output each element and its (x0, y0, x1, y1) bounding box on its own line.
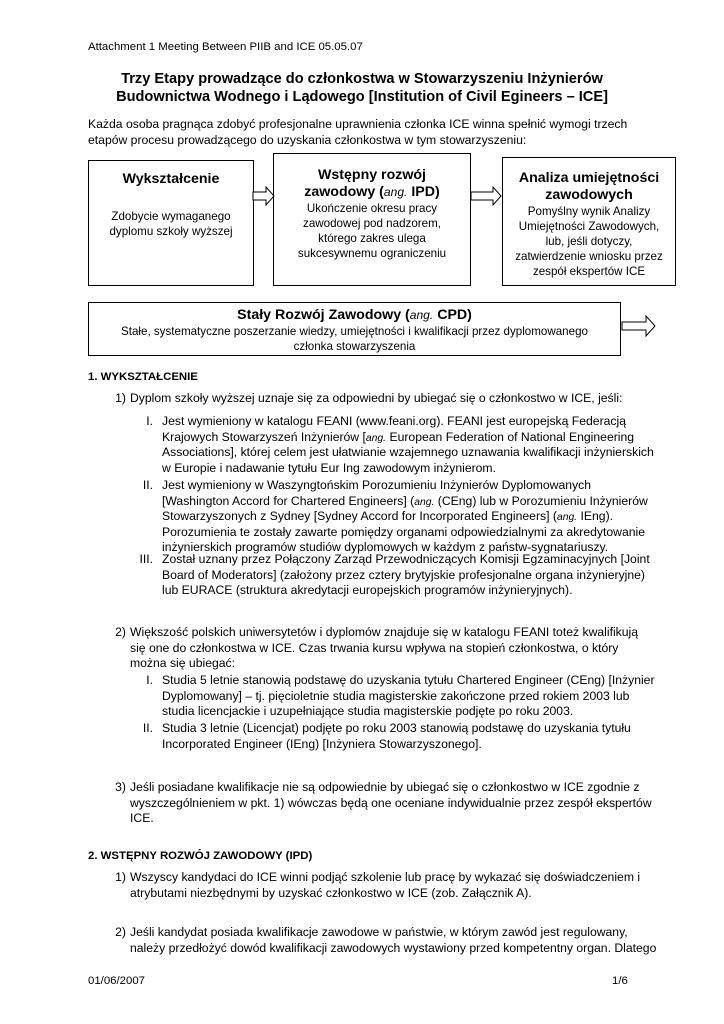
text-line (162, 689, 655, 705)
list-number: 1) (115, 391, 126, 405)
text-line (274, 201, 470, 216)
diagram-box-skills-review (502, 157, 676, 286)
section-heading: 1. WYKSZTAŁCENIE (88, 371, 198, 383)
text-segment: się one do członkostwa w ICE. Czas trwania kursu wpływa na stopień członkostwa, o który (130, 640, 619, 655)
text-line (503, 170, 675, 187)
text-segment: zawodowy ( (304, 184, 384, 200)
list-number: II. (142, 478, 153, 492)
box-heading (274, 167, 470, 201)
text-segment: członka stowarzyszenia (293, 340, 416, 353)
list-item-text (130, 870, 640, 901)
text-line (162, 461, 654, 477)
list-item-text (162, 414, 654, 476)
list-item-text (162, 552, 650, 599)
text-segment: Jeśli posiadane kwalifikacje nie są odpowiednie by ubiegać się o członkostwo w ICE zgodnie z (130, 780, 640, 794)
text-segment: ICE. (130, 811, 154, 826)
text-segment: atrybutami niezbędnymi by uzyskać członkostwo w ICE (zob. Załącznik A). (130, 885, 532, 900)
text-segment: Wszyscy kandydaci do ICE winni podjąć szkolenie lub pracę by wykazać się doświadczeniem i (130, 870, 641, 884)
text-line (88, 117, 627, 133)
text-line (503, 219, 675, 234)
text-line (130, 641, 638, 657)
text-line (89, 307, 620, 324)
text-line (162, 525, 648, 541)
text-segment: Porozumienia te zostały zawarte pomiędzy organami odpowiedzialnymi za akredytowanie (162, 524, 646, 539)
document-title (0, 70, 724, 106)
text-segment: zatwierdzenie wniosku przez (515, 250, 663, 263)
text-line (89, 171, 253, 188)
text-segment: Trzy Etapy prowadzące do członkostwa w Stowarzyszeniu Inżynierów (121, 71, 603, 87)
text-line (130, 391, 622, 407)
text-segment: inżynierskich programów studiów dyplomowych w każdym z państw-sygnatariuszy. (162, 540, 609, 555)
page-header: Attachment 1 Meeting Between PIIB and ICE 05.05.07 (88, 41, 363, 53)
text-segment: Wstępny rozwój (318, 167, 426, 183)
text-segment: lub, jeśli dotyczy, (545, 235, 633, 248)
text-line (130, 941, 656, 957)
text-segment: Stałe, systematyczne poszerzanie wiedzy, umiejętności i kwalifikacji przez dyplomowanego (121, 325, 588, 338)
text-segment: należy przedłożyć dowód kwalifikacji zawodowych wystawiony przed kompetentny organ. Dlatego (130, 940, 657, 955)
diagram-box-ipd (273, 153, 471, 286)
text-line (162, 737, 631, 753)
list-number: II. (142, 721, 153, 735)
diagram-box-education (88, 160, 254, 286)
italic-text: ang. (556, 512, 578, 524)
list-item-text (162, 721, 631, 752)
text-line (130, 811, 652, 827)
list-number: I. (146, 673, 153, 687)
text-line (503, 234, 675, 249)
text-line (503, 249, 675, 264)
text-line (89, 339, 620, 354)
intro-paragraph (88, 117, 627, 148)
text-segment: CPD) (433, 307, 472, 323)
list-number: 2) (115, 925, 126, 939)
text-segment: sukcesywnemu ograniczeniu (297, 247, 447, 260)
text-line (503, 264, 675, 279)
text-line (130, 925, 656, 941)
text-segment: lub EURACE (struktura akredytacji europejskich programów inżynieryjnych). (162, 583, 573, 598)
text-segment: Dyplom szkoły wyższej uznaje się za odpowiedni by ubiegać się o członkostwo w ICE, jeśli: (130, 391, 623, 405)
text-line (130, 780, 652, 796)
box-text (89, 209, 253, 239)
text-line (162, 478, 648, 494)
box-text (89, 324, 620, 354)
box-text (503, 204, 675, 279)
text-line (162, 552, 650, 568)
text-segment: Większość polskich uniwersytetów i dyplomów znajduje się w katalogu FEANI toteż kwalifikują (130, 625, 639, 639)
text-line (89, 224, 253, 239)
box-heading (503, 170, 675, 204)
text-segment: Studia 3 letnie (Licencjat) podjęte po roku 2003 stanowią podstawę do uzyskania tytułu (162, 721, 631, 735)
text-line (503, 204, 675, 219)
text-segment: studia licencjackie i uzupełniające studia magisterskie podjęte po roku 2003. (162, 704, 574, 719)
text-segment: Budownictwa Wodnego i Lądowego [Institution of Civil Egineers – ICE] (116, 89, 608, 105)
text-line (274, 216, 470, 231)
text-segment: Stowarzyszonych z Sydney [Sydney Accord for Incorporated Engineers] ( (162, 509, 557, 524)
text-segment: Jeśli kandydat posiada kwalifikacje zawodowe w państwie, w którym zawód jest regulowany, (130, 925, 628, 939)
text-line (162, 509, 648, 525)
text-segment: w Europie i nadawanie tytułu Eur Ing zawodowym inżynierom. (162, 460, 496, 475)
text-line (162, 673, 655, 689)
text-segment: [Washington Accord for Chartered Engineers] ( (162, 493, 415, 508)
text-line (130, 870, 640, 886)
text-segment: Associations], której celem jest ułatwianie wzajemnego uznawania kwalifikacji inżynierskich (162, 445, 654, 460)
list-item-text (162, 478, 648, 556)
arrow-right-icon (621, 315, 657, 337)
list-number: 3) (115, 780, 126, 794)
text-line (274, 231, 470, 246)
text-segment: Jest wymieniony w Waszyngtońskim Porozumieniu Inżynierów Dyplomowanych (162, 478, 591, 492)
text-segment: Stały Rozwój Zawodowy ( (237, 307, 410, 323)
box-heading (89, 307, 620, 324)
text-segment: Krajowych Stowarzyszeń Inżynierów [ (162, 429, 366, 444)
text-line (162, 494, 648, 510)
arrow-right-icon (470, 186, 503, 206)
text-line (89, 324, 620, 339)
text-line (162, 721, 631, 737)
list-number: I. (146, 414, 153, 428)
text-segment: Analiza umiejętności (518, 170, 660, 186)
list-item-text (130, 625, 638, 672)
text-line (162, 430, 654, 446)
text-segment: dyplomu szkoły wyższej (109, 225, 233, 238)
text-line (274, 184, 470, 201)
text-segment: Pomyślny wynik Analizy (527, 205, 651, 218)
text-segment: Został uznany przez Połączony Zarząd Przewodniczących Komisji Egzaminacyjnych [Joint (162, 552, 650, 566)
italic-text: ang. (365, 432, 387, 444)
diagram-box-cpd (88, 302, 621, 356)
text-line (162, 583, 650, 599)
text-segment: Zdobycie wymaganego (111, 210, 231, 223)
text-line (130, 886, 640, 902)
italic-text: ang. (409, 308, 434, 322)
text-segment: Wykształcenie (122, 171, 220, 187)
italic-text: ang. (383, 185, 408, 199)
text-segment: zespół ekspertów ICE (532, 265, 646, 278)
text-line (274, 246, 470, 261)
text-segment: zawodowych (545, 187, 633, 203)
text-line (0, 70, 724, 88)
italic-text: ang. (414, 496, 435, 508)
text-line (162, 704, 655, 720)
box-heading (89, 171, 253, 188)
arrow-right-icon (252, 186, 276, 206)
text-line (0, 88, 724, 106)
list-number: III. (139, 552, 153, 566)
text-segment: (CEng) lub w Porozumieniu Inżynierów (434, 493, 648, 508)
text-segment: Studia 5 letnie stanowią podstawę do uzyskania tytułu Chartered Engineer (CEng) [Inżynier (162, 673, 655, 687)
text-line (162, 568, 650, 584)
text-segment: etapów procesu prowadzącego do uzyskania członkostwa w tym stowarzyszeniu: (88, 132, 527, 147)
text-line (130, 625, 638, 641)
footer-date: 01/06/2007 (88, 975, 146, 987)
list-number: 2) (115, 625, 126, 639)
text-line (88, 133, 627, 149)
text-line (89, 209, 253, 224)
section-heading: 2. WSTĘPNY ROZWÓJ ZAWODOWY (IPD) (88, 850, 313, 862)
text-segment: IPD) (407, 184, 440, 200)
text-line (274, 167, 470, 184)
text-segment: Jest wymieniony w katalogu FEANI (www.feani.org). FEANI jest europejską Federacją (162, 414, 626, 428)
text-line (162, 445, 654, 461)
text-segment: Dyplomowany] – tj. pięcioletnie studia magisterskie zakończone przed rokiem 2003 lub (162, 688, 630, 703)
text-line (503, 187, 675, 204)
text-segment: można się ubiegać: (130, 656, 236, 671)
box-text (274, 201, 470, 261)
text-segment: IEng). (577, 509, 614, 524)
text-segment: którego zakres ulega (318, 232, 426, 245)
text-line (130, 796, 652, 812)
text-line (130, 656, 638, 672)
text-segment: European Federation of National Engineering (386, 429, 635, 444)
text-segment: Incorporated Engineer (IEng) [Inżyniera Stowarzyszonego]. (162, 736, 482, 751)
list-number: 1) (115, 870, 126, 884)
list-item-text (162, 673, 655, 720)
text-segment: Board of Moderators] (założony przez cztery brytyjskie profesjonalne organa inżynieryjne) (162, 567, 645, 582)
text-segment: Każda osoba pragnąca zdobyć profesjonalne uprawnienia członka ICE winna spełnić wymogi trzech (88, 117, 628, 131)
page-number: 1/6 (612, 975, 628, 987)
list-item-text (130, 780, 652, 827)
list-item-text (130, 391, 622, 407)
text-segment: Umiejętności Zawodowych, (518, 220, 660, 233)
text-line (162, 414, 654, 430)
list-item-text (130, 925, 656, 956)
text-segment: Ukończenie okresu pracy (306, 202, 438, 215)
text-segment: zawodowej pod nadzorem, (303, 217, 441, 230)
text-segment: wyszczególnieniem w pkt. 1) wówczas będą one oceniane indywidualnie przez zespół ekspertów (130, 795, 652, 810)
